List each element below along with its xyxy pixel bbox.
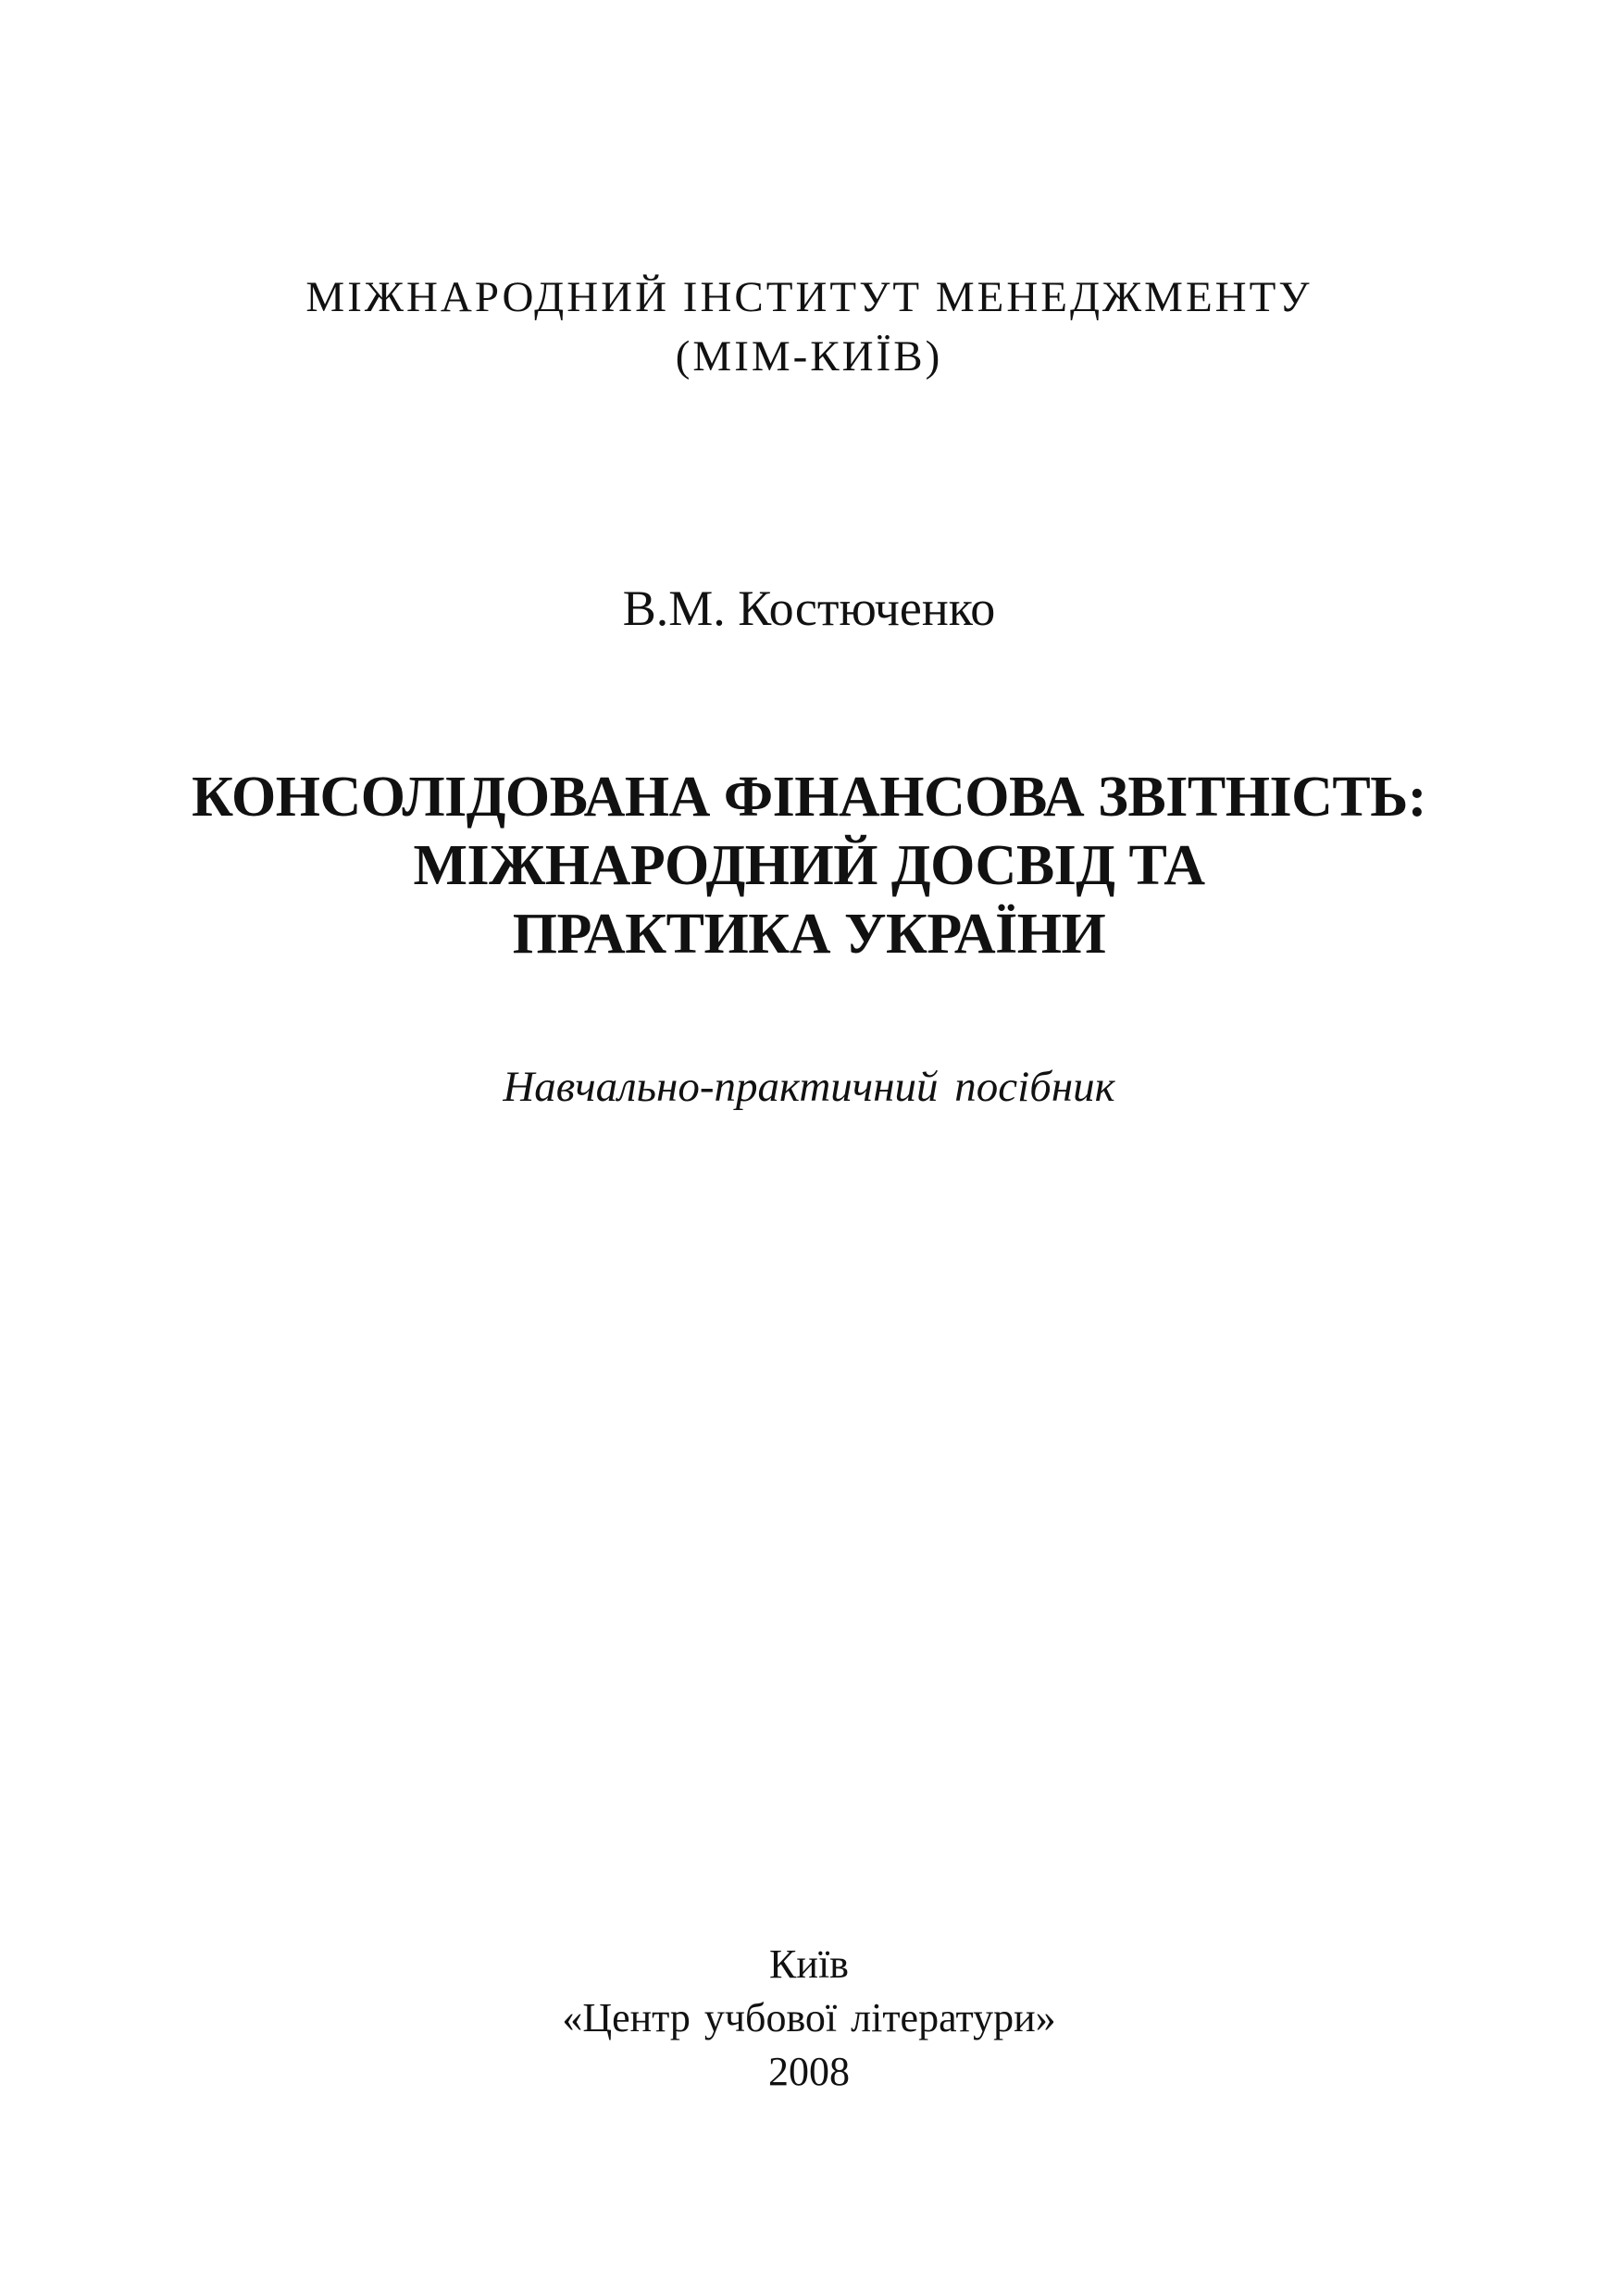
- imprint-year: 2008: [768, 2049, 850, 2094]
- book-title-line-1: КОНСОЛІДОВАНА ФІНАНСОВА ЗВІТНІСТЬ:: [192, 766, 1426, 829]
- imprint-publisher: «Центр учбової літератури»: [562, 1995, 1056, 2040]
- author-name: В.М. Костюченко: [622, 580, 996, 636]
- institute-name: МІЖНАРОДНИЙ ІНСТИТУТ МЕНЕДЖМЕНТУ: [305, 273, 1313, 321]
- imprint-city: Київ: [769, 1941, 849, 1987]
- institute-abbreviation: (МІМ-КИЇВ): [675, 332, 943, 381]
- book-title-line-3: ПРАКТИКА УКРАЇНИ: [512, 903, 1106, 966]
- book-title-line-2: МІЖНАРОДНИЙ ДОСВІД ТА: [413, 834, 1205, 897]
- book-subtitle: Навчально-практичний посібник: [503, 1063, 1115, 1111]
